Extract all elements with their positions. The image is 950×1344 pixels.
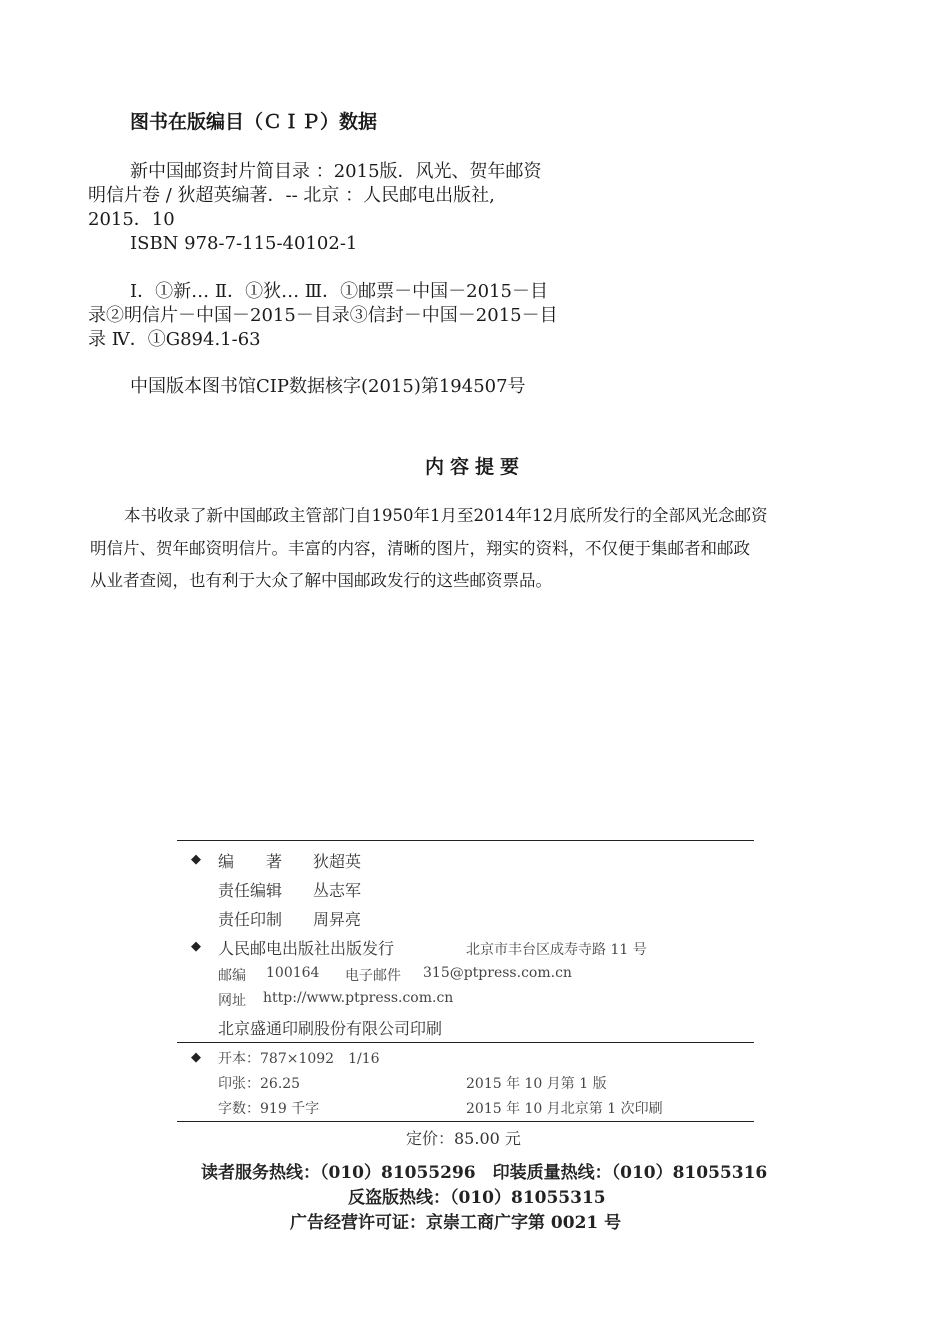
cip-classification: 录 Ⅳ．①G894.1-63 <box>88 329 261 350</box>
top-rule <box>177 840 754 841</box>
ad-license: 广告经营许可证：京崇工商广字第 0021 号 <box>290 1213 622 1233</box>
bullet-icon: ◆ <box>191 939 201 954</box>
email-label: 电子邮件 <box>345 968 401 984</box>
publisher-address: 北京市丰台区成寿寺路 11 号 <box>466 942 647 958</box>
summary-line: 明信片、贺年邮资明信片。丰富的内容，清晰的图片，翔实的资料，不仅便于集邮者和邮政 <box>90 539 750 558</box>
bullet-icon: ◆ <box>191 852 201 867</box>
editor-label: 责任编辑 <box>218 881 283 900</box>
bottom-rule <box>177 1121 754 1122</box>
cip-line: 新中国邮资封片简目录 ：2015版．风光、贺年邮资 <box>130 161 542 182</box>
word-count: 字数：919 千字 <box>218 1101 320 1117</box>
publisher: 人民邮电出版社出版发行 <box>218 939 395 958</box>
author-name: 狄超英 <box>313 852 362 871</box>
cip-line: 明信片卷 / 狄超英编著．-- 北京 ：人民邮电出版社, <box>88 185 495 206</box>
printer: 北京盛通印刷股份有限公司印刷 <box>218 1019 443 1038</box>
printing-label: 责任印制 <box>218 910 283 929</box>
editor-name: 丛志军 <box>313 881 362 900</box>
printing-name: 周昇亮 <box>313 910 362 929</box>
postcode-label: 邮编 <box>218 968 246 984</box>
summary-heading: 内容提要 <box>424 456 525 478</box>
email: 315@ptpress.com.cn <box>423 965 572 981</box>
anti-piracy-hotline: 反盗版热线：（010）81055315 <box>348 1188 606 1208</box>
service-hotlines: 读者服务热线：（010）81055296 印装质量热线：（010）81055316 <box>201 1163 768 1183</box>
cip-classification: Ⅰ．①新… Ⅱ．①狄… Ⅲ．①邮票－中国－2015－目 <box>130 281 548 302</box>
bullet-icon: ◆ <box>191 1050 201 1065</box>
cip-line: 2015．10 <box>88 209 175 230</box>
website: http://www.ptpress.com.cn <box>263 990 454 1006</box>
cip-number: 中国版本图书馆CIP数据核字(2015)第194507号 <box>130 376 526 397</box>
author-label: 编 著 <box>218 852 283 871</box>
printing-date: 2015 年 10 月北京第 1 次印刷 <box>466 1101 663 1117</box>
sheets: 印张：26.25 <box>218 1076 301 1092</box>
cip-title: 图书在版编目（ＣＩＰ）数据 <box>130 111 378 133</box>
cip-classification: 录②明信片－中国－2015－目录③信封－中国－2015－目 <box>88 305 558 326</box>
summary-line: 从业者查阅，也有利于大众了解中国邮政发行的这些邮资票品。 <box>90 571 552 590</box>
format: 开本：787×1092 1/16 <box>218 1051 380 1067</box>
website-label: 网址 <box>218 993 246 1009</box>
postcode: 100164 <box>266 965 320 981</box>
summary-line: 本书收录了新中国邮政主管部门自1950年1月至2014年12月底所发行的全部风光念邮资 <box>124 506 768 525</box>
cip-isbn: ISBN 978-7-115-40102-1 <box>130 233 358 254</box>
edition: 2015 年 10 月第 1 版 <box>466 1076 607 1092</box>
price: 定价：85.00 元 <box>406 1129 521 1148</box>
middle-rule <box>177 1042 754 1043</box>
